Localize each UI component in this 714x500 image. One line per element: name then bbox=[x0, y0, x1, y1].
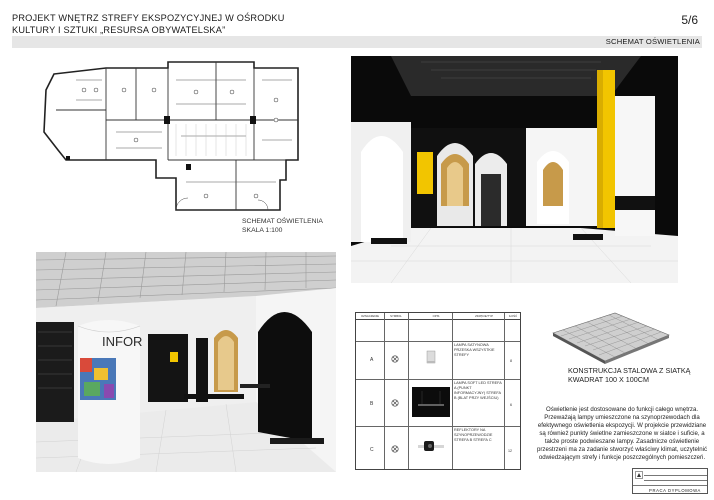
pendant-lamp-icon bbox=[422, 349, 440, 367]
row-description: LAMPA SOFT LED STREFA A (PUNKT INFORMACYJNY) STREFA B (BLAT PRZY WEJŚCIU) bbox=[454, 381, 502, 400]
section-label: SCHEMAT OŚWIETLENIA bbox=[605, 37, 700, 46]
university-logo-icon bbox=[635, 471, 643, 479]
led-lamp-icon bbox=[412, 387, 450, 417]
row-letter: B bbox=[370, 401, 374, 407]
table-grid-line bbox=[504, 313, 505, 469]
table-grid-line bbox=[356, 379, 520, 380]
table-header-cell: OZNACZENIE bbox=[360, 314, 380, 318]
mesh-caption: KONSTRUKCJA STALOWA Z SIATKĄ KWADRAT 100 X 100CM bbox=[568, 366, 691, 384]
row-letter: C bbox=[370, 447, 374, 453]
table-header-cell: SYMBOL bbox=[390, 314, 402, 318]
project-title bbox=[12, 12, 432, 36]
table-header-cell: ZDJĘCIE/TYP bbox=[475, 314, 493, 318]
row-description: LAMPA SATYNOWA PRZESKA WSZYSTKIE STREFY bbox=[454, 343, 495, 357]
table-grid-line bbox=[384, 313, 385, 469]
lighting-spec-table bbox=[355, 312, 521, 470]
lamp-symbol-icon bbox=[391, 445, 399, 453]
table-grid-line bbox=[356, 341, 520, 342]
header-band bbox=[12, 36, 702, 48]
row-description: REFLEKTORY NA SZYNOPRZEWODZIE STREFA B STREFA C bbox=[454, 428, 493, 442]
page-number: 5/6 bbox=[681, 13, 698, 27]
table-grid-line bbox=[452, 313, 453, 469]
column-text: INFOR bbox=[102, 334, 143, 349]
table-grid-line bbox=[408, 313, 409, 469]
row-quantity: 8 bbox=[510, 359, 512, 363]
steel-mesh-illustration bbox=[545, 309, 673, 365]
render-arches bbox=[351, 56, 678, 283]
render-info-column bbox=[36, 252, 336, 472]
table-grid-line bbox=[356, 426, 520, 427]
lamp-symbol-icon bbox=[391, 355, 399, 363]
table-header-row bbox=[356, 313, 520, 320]
stamp-divider bbox=[633, 485, 707, 486]
title-line-2: KULTURY I SZTUKI „RESURSA OBYWATELSKA” bbox=[12, 25, 226, 35]
plan-caption bbox=[242, 217, 342, 235]
spotlight-icon bbox=[416, 437, 446, 457]
row-quantity: 12 bbox=[508, 449, 512, 453]
title-stamp bbox=[632, 468, 708, 494]
table-header-cell: ILOŚĆ bbox=[508, 314, 518, 318]
stamp-divider bbox=[644, 475, 707, 476]
table-header-cell: OPIS bbox=[432, 314, 440, 318]
stamp-bottom-text: PRACA DYPLOMOWA bbox=[649, 488, 701, 493]
row-letter: A bbox=[370, 357, 374, 363]
lighting-description: Oświetlenie jest dostosowane do funkcji całego wnętrza. Przeważają lampy umieszczone na szynoprzewodach dla efektywnego oświetlenia ekspozycji. W projekcie przewidziane są również punkty świetlne zamieszczone w siatce i suficie, a także proste podwieszane lampy. Zasadnicze oświetlenie przestrzeni ma za zadanie stworzyć właściwy klimat, uczytelnić odwiedzającym strefy i funkcje poszczególnych pomieszczeń. bbox=[536, 406, 707, 461]
lamp-symbol-icon bbox=[391, 399, 399, 407]
stamp-divider bbox=[644, 480, 707, 481]
plan-caption-scale: SKALA 1:100 bbox=[242, 227, 283, 234]
plan-caption-title: SCHEMAT OŚWIETLENIA bbox=[242, 218, 323, 225]
row-quantity: 6 bbox=[510, 403, 512, 407]
title-line-1: PROJEKT WNĘTRZ STREFY EKSPOZYCYJNEJ W OŚRODKU bbox=[12, 13, 285, 23]
floor-plan bbox=[36, 60, 304, 222]
